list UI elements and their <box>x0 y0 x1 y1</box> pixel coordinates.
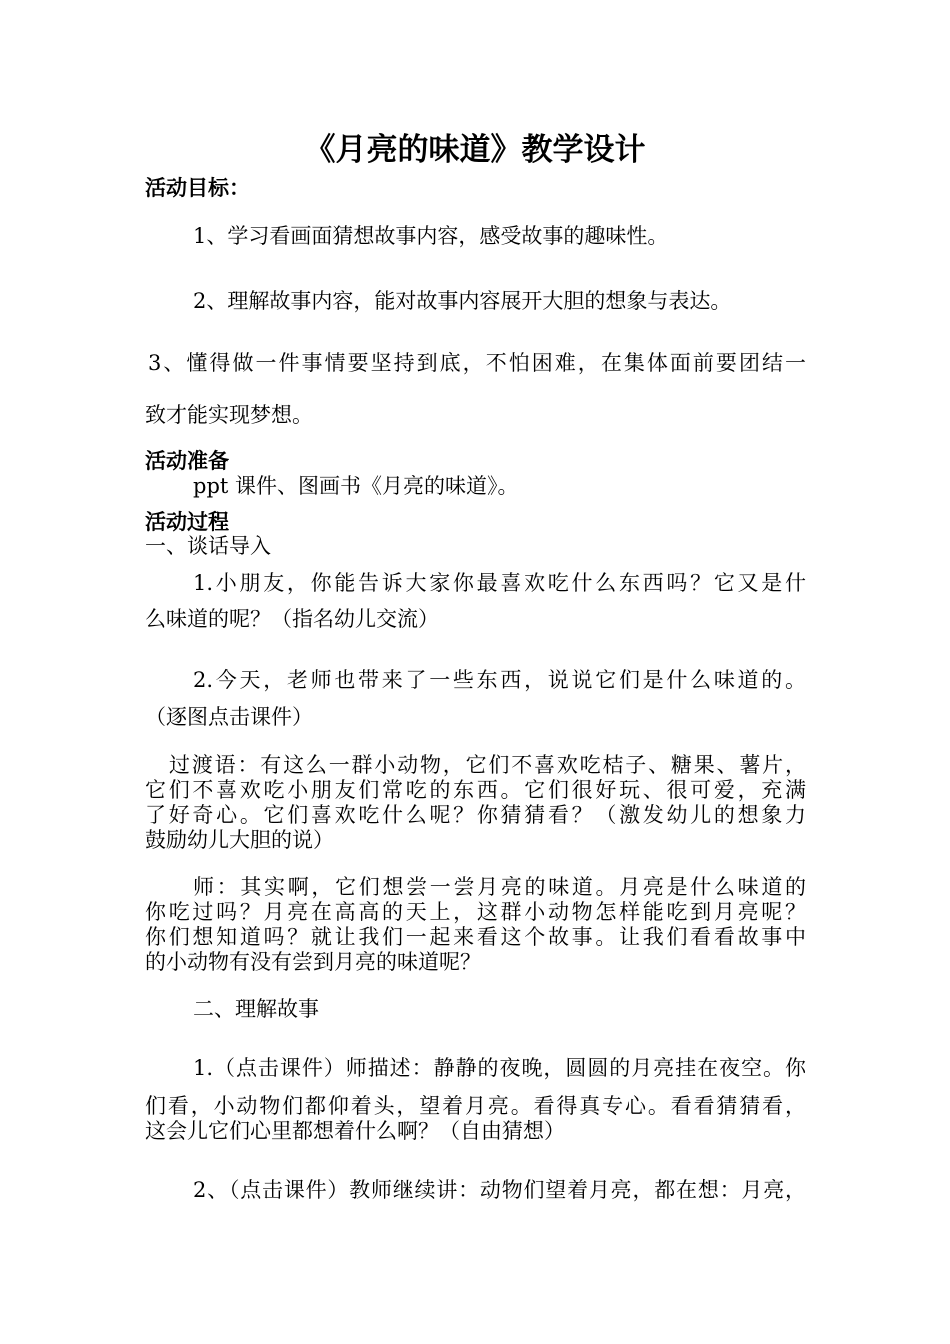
teacher-line-1: 师：其实啊，它们想尝一尝月亮的味道。月亮是什么味道的 <box>193 875 806 899</box>
paragraph-1-line-1: 1.小朋友，你能告诉大家你最喜欢吃什么东西吗？它又是什 <box>193 571 806 595</box>
transition-line-4: 鼓励幼儿大胆的说） <box>145 828 334 852</box>
part-2-heading: 二、理解故事 <box>193 997 319 1021</box>
part-1-heading: 一、谈话导入 <box>145 534 271 558</box>
goals-heading: 活动目标： <box>145 176 250 200</box>
goal-item-1: 1、学习看画面猜想故事内容，感受故事的趣味性。 <box>193 224 669 248</box>
transition-line-3: 了好奇心。它们喜欢吃什么呢？你猜猜看？（激发幼儿的想象力 <box>145 803 806 827</box>
preparation-text: ppt 课件、图画书《月亮的味道》。 <box>193 474 519 498</box>
teacher-line-2: 你吃过吗？月亮在高高的天上，这群小动物怎样能吃到月亮呢？ <box>145 900 806 924</box>
story-1-line-1: 1.（点击课件）师描述：静静的夜晚，圆圆的月亮挂在夜空。你 <box>193 1056 806 1080</box>
transition-line-1: 过渡语：有这么一群小动物，它们不喜欢吃桔子、糖果、薯片， <box>169 753 806 777</box>
goal-item-2: 2、理解故事内容，能对故事内容展开大胆的想象与表达。 <box>193 289 732 313</box>
teacher-line-3: 你们想知道吗？就让我们一起来看这个故事。让我们看看故事中 <box>145 925 806 949</box>
story-2-line-1: 2、（点击课件）教师继续讲：动物们望着月亮，都在想：月亮， <box>193 1178 806 1202</box>
document-title: 《月亮的味道》教学设计 <box>304 132 646 168</box>
goal-item-3-line-1: 3、懂得做一件事情要坚持到底，不怕困难，在集体面前要团结一 <box>148 351 806 375</box>
transition-line-2: 它们不喜欢吃小朋友们常吃的东西。它们很好玩、很可爱，充满 <box>145 778 806 802</box>
story-1-line-3: 这会儿它们心里都想着什么啊？（自由猜想） <box>145 1119 565 1143</box>
paragraph-1-line-2: 么味道的呢？（指名幼儿交流） <box>145 607 439 631</box>
preparation-heading: 活动准备 <box>145 449 229 473</box>
story-1-line-2: 们看，小动物们都仰着头，望着月亮。看得真专心。看看猜猜看， <box>145 1094 806 1118</box>
paragraph-2-line-2: （逐图点击课件） <box>145 705 313 729</box>
paragraph-2-line-1: 2.今天，老师也带来了一些东西，说说它们是什么味道的。 <box>193 668 806 692</box>
process-heading: 活动过程 <box>145 510 229 534</box>
goal-item-3-line-2: 致才能实现梦想。 <box>145 403 313 427</box>
teacher-line-4: 的小动物有没有尝到月亮的味道呢？ <box>145 950 481 974</box>
